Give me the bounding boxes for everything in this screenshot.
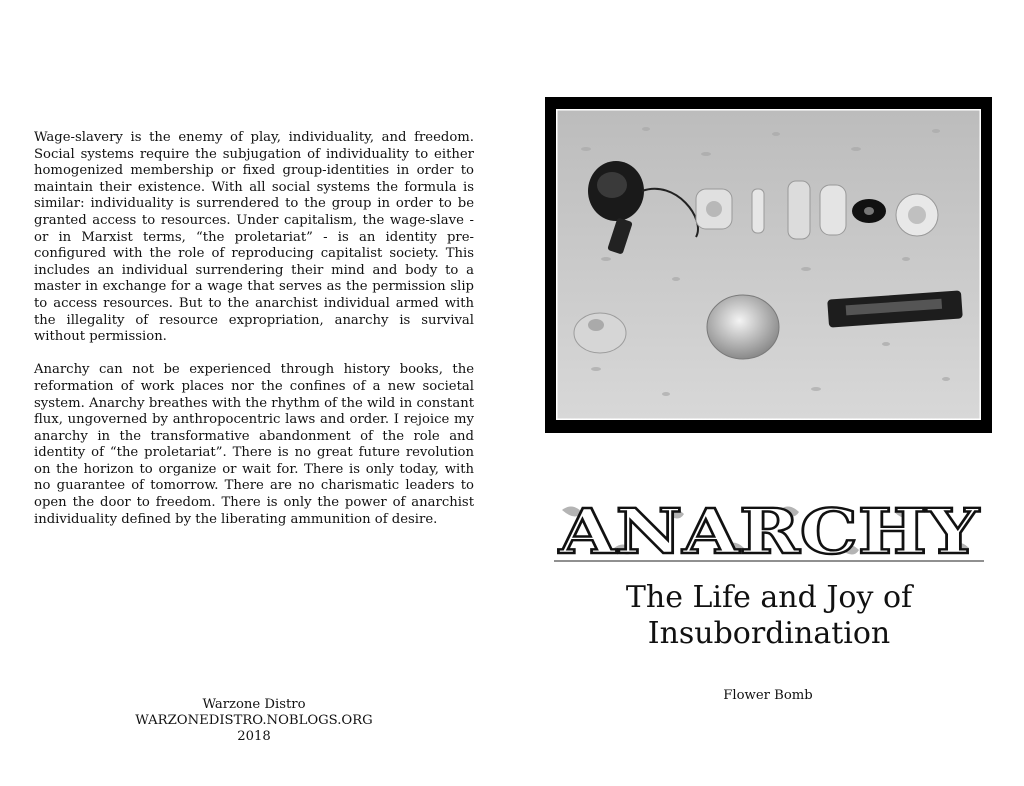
author-name: Flower Bomb — [723, 688, 813, 703]
publisher-name: Warzone Distro — [202, 697, 306, 712]
book-subtitle — [554, 580, 984, 652]
cover-photo — [545, 97, 992, 433]
anarchy-title: ANARCHY — [557, 500, 980, 562]
paragraph-1: Wage-slavery is the enemy of play, individuality, and freedom. Social systems require the subjugation of individuality to either homogenized membership or fixed group-identities in order to maintain their existence. With all social systems the formula is similar: individuality is surrendered to the group in order to be granted access to resources. Under capitalism, the wage-slave - or in Marxist terms, “the proletariat” - is an identity pre-configured with the role of reproducing capitalist society. This includes an individual surrendering their mind and body to a master in exchange for a wage that serves as the permission slip to access resources. But to the anarchist individual armed with the illegality of resource expropriation, anarchy is survival without permission. — [34, 130, 474, 345]
paragraph-2: Anarchy can not be experienced through history books, the reformation of work places nor the confines of a new societal system. Anarchy breathes with the rhythm of the wild in constant flux, ungoverned by anthropocentric laws and order. I rejoice my anarchy in the transformative abandonment of the role and identity of “the proletariat”. There is no great future revolution on the horizon to organize or wait for. There is only today, with no guarantee of tomorrow. There are no charismatic leaders to open the door to freedom. There is only the power of anarchist individuality defined by the liberating ammunition of desire. — [34, 362, 474, 527]
subtitle-line-1: The Life and Joy of — [625, 580, 913, 615]
publication-year: 2018 — [237, 729, 271, 744]
anarchy-title-art — [554, 500, 984, 562]
photo-image — [556, 109, 981, 420]
back-cover-text — [34, 130, 474, 545]
subtitle-line-2: Insubordination — [647, 616, 891, 651]
publisher-url: WARZONEDISTRO.NOBLOGS.ORG — [135, 713, 373, 728]
publisher-block — [104, 697, 404, 745]
